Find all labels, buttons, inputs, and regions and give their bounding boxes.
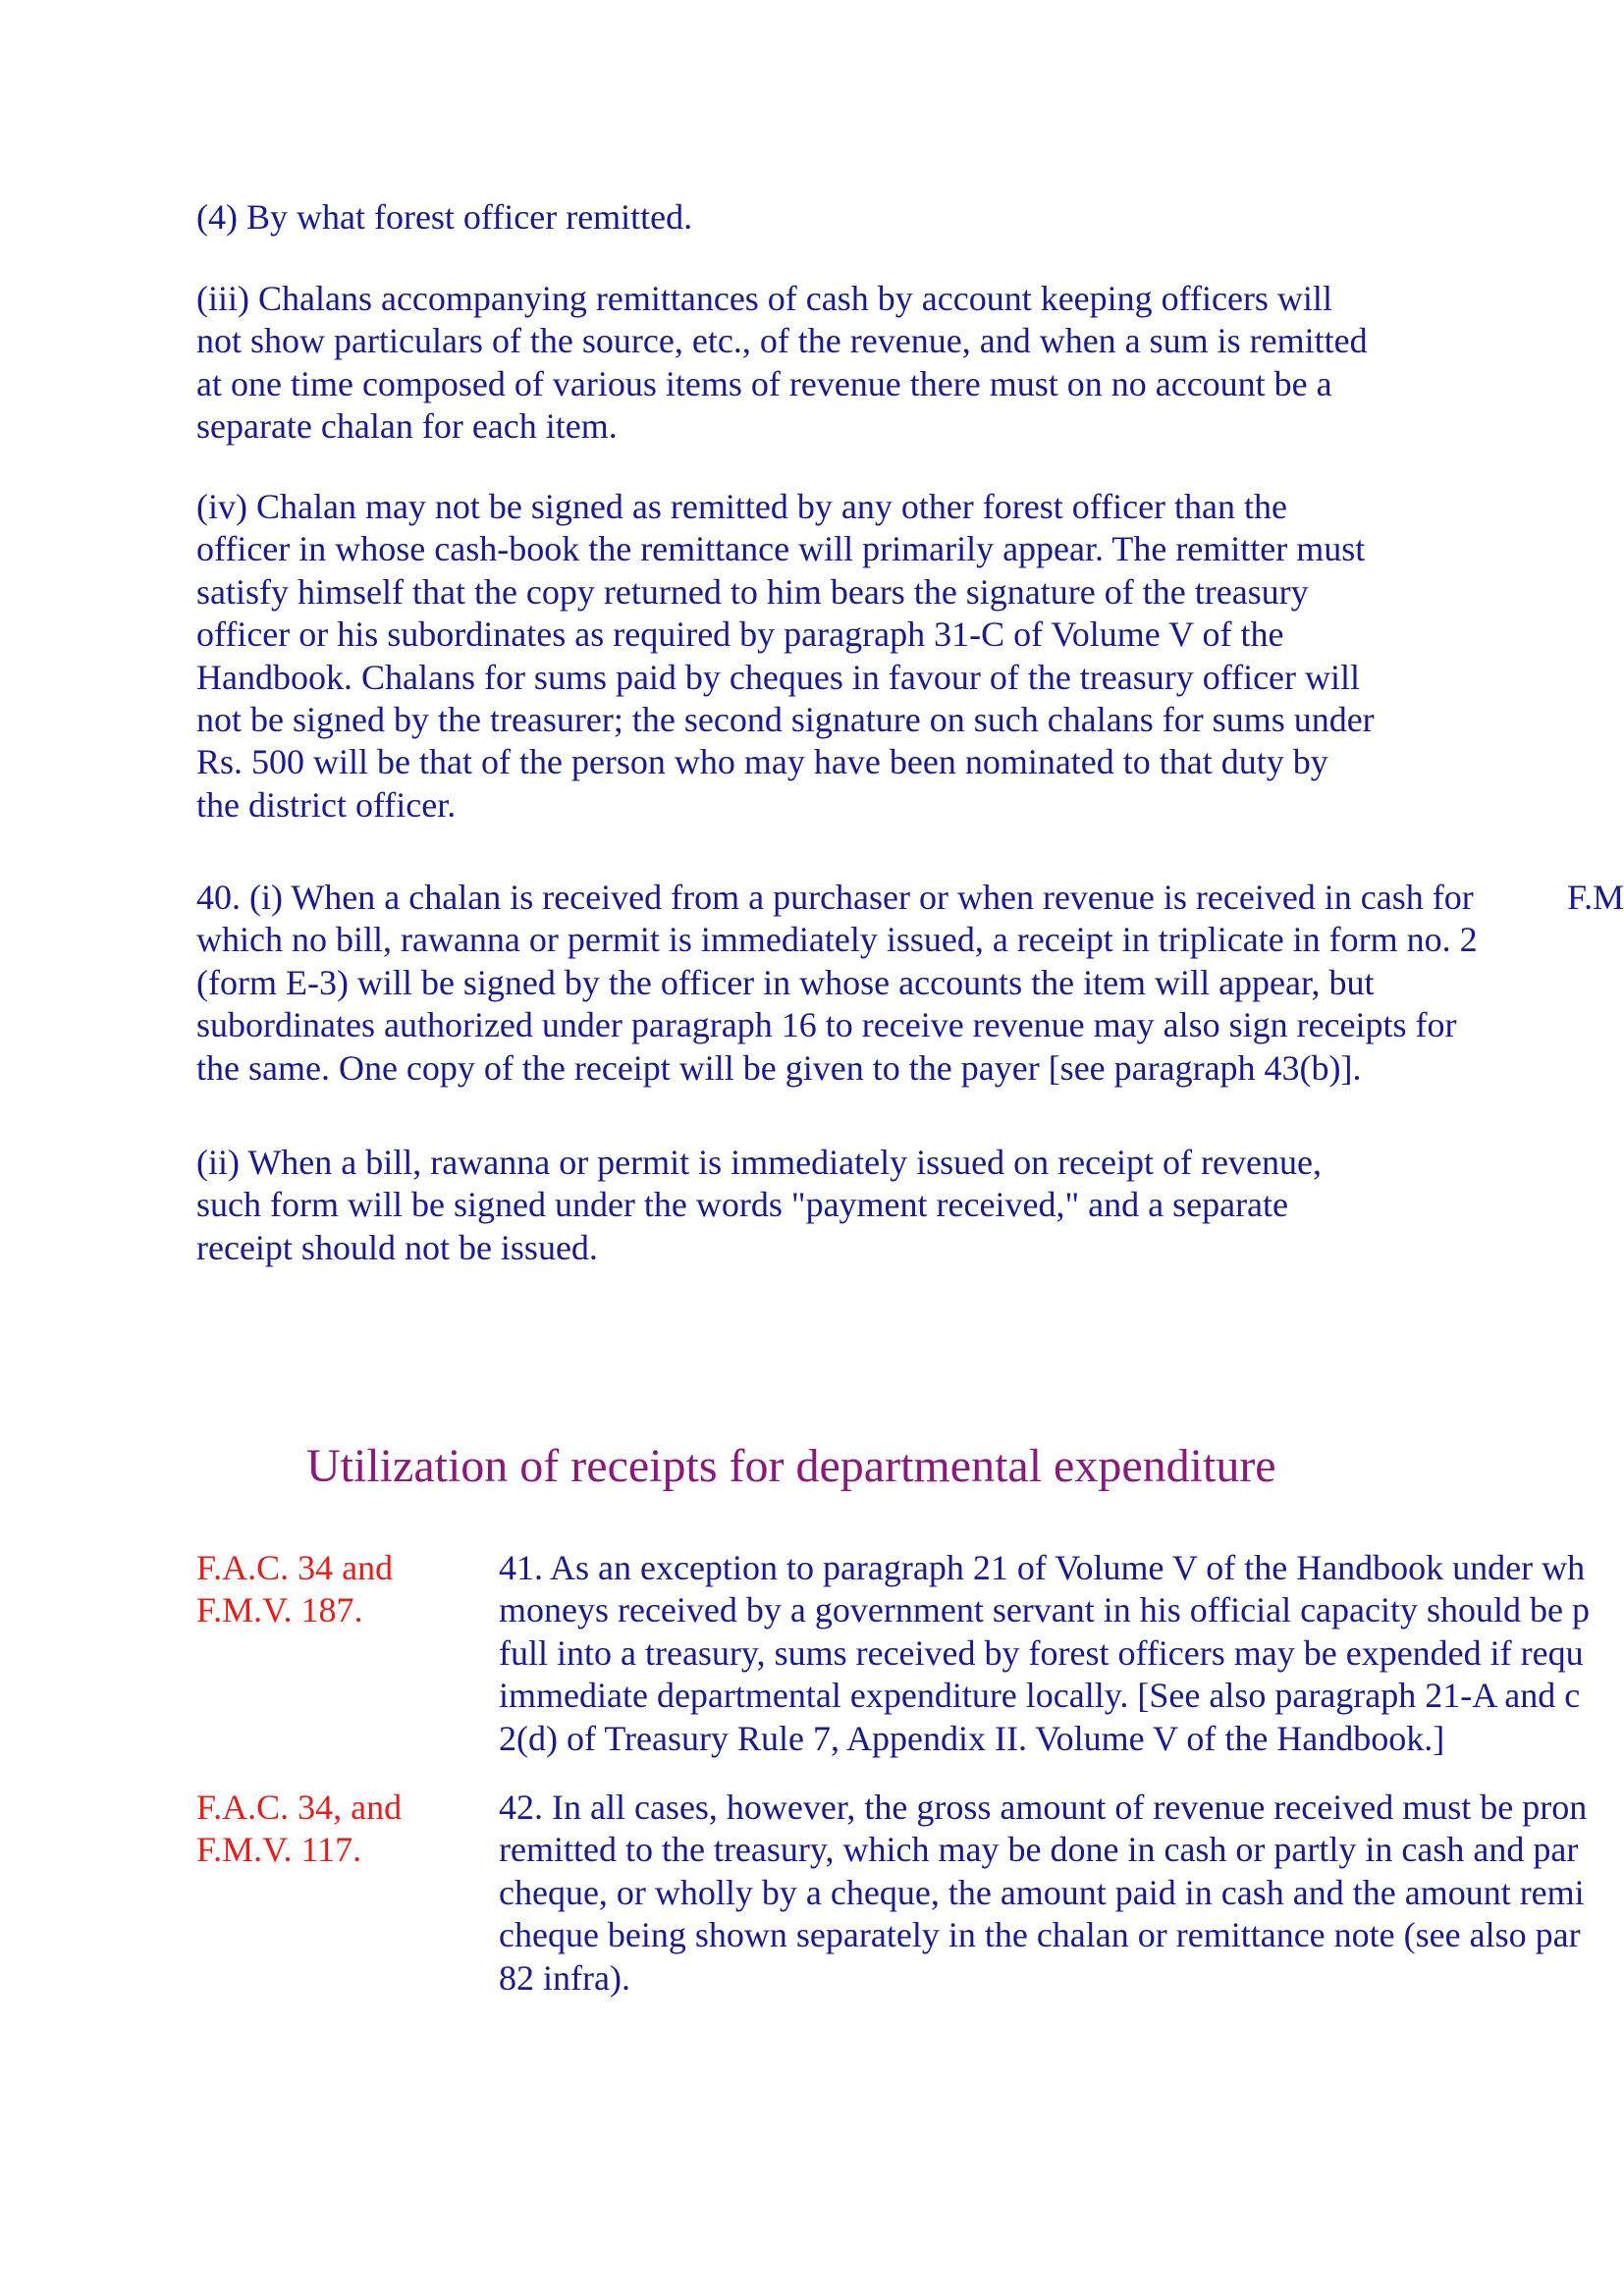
margin-note-41: F.A.C. 34 and F.M.V. 187.: [196, 1548, 394, 1630]
section-heading: Utilization of receipts for departmental expenditure: [306, 1440, 1276, 1492]
margin-note-42: F.A.C. 34, and F.M.V. 117.: [196, 1788, 403, 1870]
paragraph-40-ii: (ii) When a bill, rawanna or permit is immediately issued on receipt of revenue, such form will be signed under the words "payment received," and a separate receipt should not be issued.: [196, 1143, 1322, 1267]
paragraph-40-i: 40. (i) When a chalan is received from a purchaser or when revenue is received in cash for which no bill, rawanna or permit is immediately issued, a receipt in triplicate in form no. 2 (form E-3) will be signed by the officer in whose accounts the item will appear, but subordinates authorized under paragraph 16 to receive revenue may also sign receipts for the same. One copy of the receipt will be given to the payer [see paragraph 43(b)].: [196, 878, 1478, 1088]
rule-41-text: 41. As an exception to paragraph 21 of Volume V of the Handbook under wh moneys received by a government servant in his official capacity should be p full into a treasury, sums received by forest officers may be expended if requ immediate departmental expenditure locally. [See also paragraph 21-A and c 2(d) of Treasury Rule 7, Appendix II. Volume V of the Handbook.]: [499, 1548, 1590, 1758]
margin-note-40: F.M: [1567, 878, 1624, 917]
paragraph-iii: (iii) Chalans accompanying remittances of cash by account keeping officers will not show particulars of the source, etc., of the revenue, and when a sum is remitted at one time composed of various items of revenue there must on no account be a separate chalan for each item.: [196, 279, 1368, 447]
paragraph-4: (4) By what forest officer remitted.: [196, 197, 693, 237]
rule-42-text: 42. In all cases, however, the gross amount of revenue received must be pron remitted to the treasury, which may be done in cash or partly in cash and par cheque, or wholly by a cheque, the amount paid in cash and the amount remi cheque being shown separately in the chalan or remittance note (see also par 82 infra).: [499, 1788, 1588, 1998]
paragraph-iv: (iv) Chalan may not be signed as remitted by any other forest officer than the officer in whose cash-book the remittance will primarily appear. The remitter must satisfy himself that the copy returned to him bears the signature of the treasury officer or his subordinates as required by paragraph 31-C of Volume V of the Handbook. Chalans for sums paid by cheques in favour of the treasury officer will not be signed by the treasurer; the second signature on such chalans for sums under Rs. 500 will be that of the person who may have been nominated to that duty by the district officer.: [196, 487, 1375, 825]
